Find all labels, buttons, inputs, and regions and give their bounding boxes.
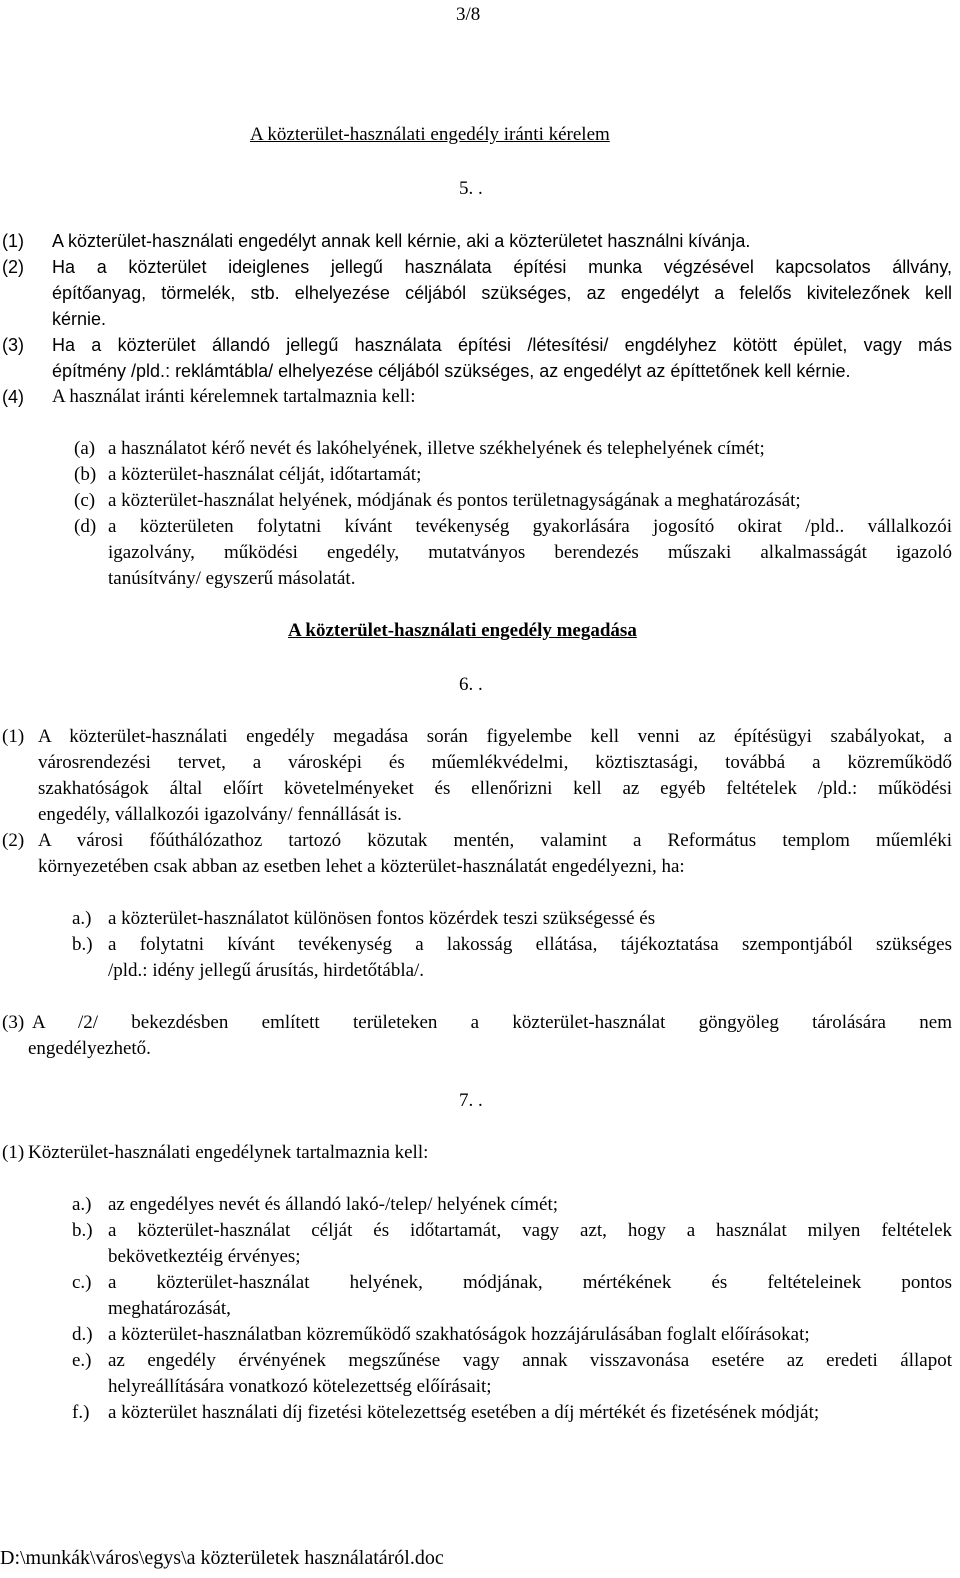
s7-item-a-label: a.) <box>72 1194 92 1215</box>
s6-item-b-label: b.) <box>72 934 93 955</box>
s5-p2-line-2: építőanyag, törmelék, stb. elhelyezése céljából szükséges, az engedélyt a felelős kivitelezőnek kell <box>52 283 952 303</box>
s5-p1-text: A közterület-használati engedélyt annak kell kérnie, aki a közterületet használni kívánja. <box>52 231 751 251</box>
s7-item-c-line-2: meghatározását, <box>108 1298 231 1319</box>
s6-p2-line-2: környezetében csak abban az esetben lehet a közterület-használatát engedélyezni, ha: <box>38 856 685 877</box>
s7-item-f-text: a közterület használati díj fizetési kötelezettség esetében a díj mértékét és fizetésének módját; <box>108 1402 820 1423</box>
s5-item-d-line-3: tanúsítvány/ egyszerű másolatát. <box>108 568 356 589</box>
section-7-number: 7. . <box>459 1090 483 1111</box>
s5-item-b-text: a közterület-használat célját, időtartamát; <box>108 464 422 485</box>
s7-p1-number: (1) <box>2 1142 25 1163</box>
s6-p1-line-3: szakhatóságok által előírt követelményeket és ellenőrizni kell az egyéb feltételek /pld.: működési <box>38 778 952 799</box>
s7-item-d-text: a közterület-használatban közreműködő szakhatóságok hozzájárulásában foglalt előírásokat; <box>108 1324 810 1345</box>
s6-item-a-text: a közterület-használatot különösen fontos közérdek teszi szükségessé és <box>108 908 656 929</box>
s5-item-b-label: (b) <box>74 464 97 485</box>
s6-p2-number: (2) <box>2 830 25 851</box>
s7-item-b-label: b.) <box>72 1220 93 1241</box>
s6-p3-number: (3) <box>2 1012 25 1033</box>
s5-p2-line-3: kérnie. <box>52 309 107 329</box>
s5-item-a-text: a használatot kérő nevét és lakóhelyének, illetve székhelyének és telephelyének címét; <box>108 438 765 459</box>
s6-p1-line-2: városrendezési tervet, a városképi és műemlékvédelmi, köztisztasági, továbbá a közreműködő <box>38 752 952 773</box>
s7-item-f-label: f.) <box>72 1402 90 1423</box>
s5-p3-number: (3) <box>2 335 24 355</box>
s7-item-d-label: d.) <box>72 1324 93 1345</box>
s5-p4-number: (4) <box>2 387 24 407</box>
s7-item-e-line-1: az engedély érvényének megszűnése vagy annak visszavonása esetére az eredeti állapot <box>108 1350 952 1371</box>
s5-p3-line-2: építmény /pld.: reklámtábla/ elhelyezése céljából szükséges, az engedélyt az építtetőnek kell kérnie. <box>52 361 851 381</box>
s7-item-b-line-1: a közterület-használat célját és időtartamát, vagy azt, hogy a használat milyen feltételek <box>108 1220 952 1241</box>
s5-item-d-line-2: igazolvány, működési engedély, mutatványos berendezés műszaki alkalmasságát igazoló <box>108 542 952 563</box>
s7-item-e-label: e.) <box>72 1350 92 1371</box>
s5-p2-line-1: Ha a közterület ideiglenes jellegű használata építési munka végzésével kapcsolatos állvány, <box>52 257 952 277</box>
s6-item-b-line-1: a folytatni kívánt tevékenység a lakosság ellátása, tájékoztatása szempontjából szükséges <box>108 934 952 955</box>
s6-item-b-line-2: /pld.: idény jellegű árusítás, hirdetőtábla/. <box>108 960 425 981</box>
s6-p1-line-4: engedély, vállalkozói igazolvány/ fennállását is. <box>38 804 402 825</box>
s5-item-a-label: (a) <box>74 438 96 459</box>
s6-p2-line-1: A városi főúthálózathoz tartozó közutak mentén, valamint a Református templom műemléki <box>38 830 952 851</box>
s6-p3-line-1: A /2/ bekezdésben említett területeken a közterület-használat göngyöleg tárolására nem <box>32 1012 952 1033</box>
s5-p2-number: (2) <box>2 257 24 277</box>
s5-item-c-text: a közterület-használat helyének, módjának és pontos területnagyságának a meghatározását; <box>108 490 801 511</box>
s5-item-d-line-1: a közterületen folytatni kívánt tevékenység gyakorlására jogosító okirat /pld.. vállalkozói <box>108 516 952 537</box>
s7-item-a-text: az engedélyes nevét és állandó lakó-/telep/ helyének címét; <box>108 1194 558 1215</box>
s5-p1-number: (1) <box>2 231 24 251</box>
s7-item-c-label: c.) <box>72 1272 92 1293</box>
page-number: 3/8 <box>456 4 481 25</box>
s5-item-d-label: (d) <box>74 516 97 537</box>
footer-file-path: D:\munkák\város\egys\a közterületek használatáról.doc <box>0 1547 444 1569</box>
s5-item-c-label: (c) <box>74 490 96 511</box>
s7-item-e-line-2: helyreállítására vonatkozó kötelezettség előírásait; <box>108 1376 492 1397</box>
s6-p3-line-2: engedélyezhető. <box>28 1038 151 1059</box>
s5-p3-line-1: Ha a közterület állandó jellegű használata építési /létesítési/ engdélyhez kötött épület, vagy más <box>52 335 952 355</box>
s6-p1-number: (1) <box>2 726 25 747</box>
s7-item-c-line-1: a közterület-használat helyének, módjának, mértékének és feltételeinek pontos <box>108 1272 952 1293</box>
section-5-number: 5. . <box>459 178 483 199</box>
s6-item-a-label: a.) <box>72 908 92 929</box>
s7-p1-text: Közterület-használati engedélynek tartalmaznia kell: <box>28 1142 429 1163</box>
section-6-number: 6. . <box>459 674 483 695</box>
s6-p1-line-1: A közterület-használati engedély megadása során figyelembe kell venni az építésügyi szabályokat, a <box>38 726 952 747</box>
s7-item-b-line-2: bekövetkeztéig érvényes; <box>108 1246 301 1267</box>
s5-p4-text: A használat iránti kérelemnek tartalmaznia kell: <box>52 386 416 407</box>
section-5-title: A közterület-használati engedély iránti kérelem <box>250 124 610 145</box>
section-6-title: A közterület-használati engedély megadása <box>288 620 637 641</box>
